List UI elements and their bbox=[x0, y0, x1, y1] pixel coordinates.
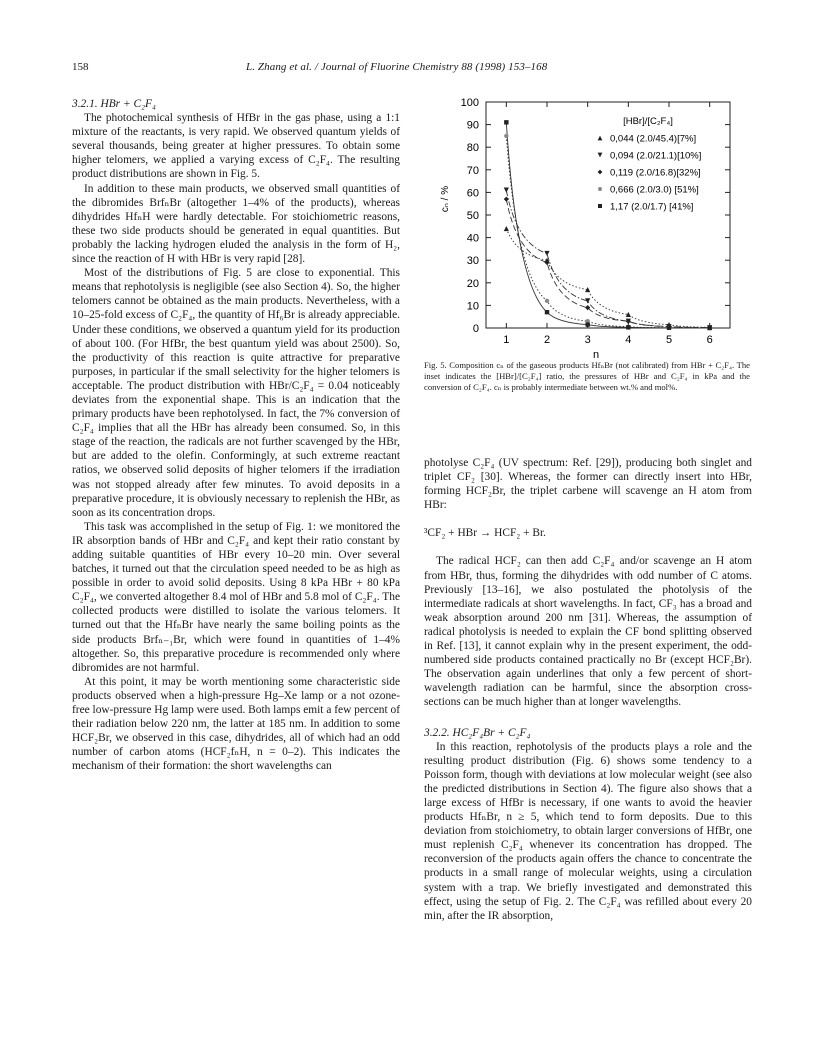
legend-marker bbox=[598, 170, 603, 175]
y-tick-label: 20 bbox=[466, 277, 479, 290]
data-point-series-1 bbox=[504, 226, 509, 231]
paragraph: In this reaction, rephotolysis of the products plays a role and the resulting product distribution (Fig. 6) shows some tendency to a Poisson form, though with deviations at low molecular weight (see also the predicted distributions in Section 4). The figure also shows that a large excess of HfBr is necessary, if one wants to avoid the heavier products HfₙBr, n ≥ 5, which tend to form deposits. Due to this deviation from stoichiometry, to obtain larger conversions of HfBr, one must replenish C₂F₄ whenever its concentration has dropped. The reconversion of the products again offers the chance to concentrate the products in a small range of molecular weights, using a circulation system with a trap. We briefly investigated and demonstrated this effect, using the setup of Fig. 2. The C₂F₄ was refilled about every 20 min, after the IR absorption, bbox=[424, 740, 752, 922]
y-tick-label: 40 bbox=[466, 232, 479, 245]
x-tick-label: 4 bbox=[625, 334, 632, 346]
paragraph: The photochemical synthesis of HfBr in the gas phase, using a 1:1 mixture of the reactants, is very rapid. We observed quantum yields of several thousands, being greater at higher pressures. To obtain some higher telomers, we applied a varying excess of C₂F₄. The resulting product distributions are shown in Fig. 5. bbox=[72, 112, 400, 181]
data-point-series-3 bbox=[504, 197, 509, 202]
data-point-series-5 bbox=[667, 326, 671, 330]
section-heading: 3.2.2. HC₂F₄Br + C₂F₄ bbox=[424, 726, 531, 739]
y-tick-label: 60 bbox=[466, 187, 479, 200]
data-point-series-5 bbox=[585, 322, 589, 326]
data-point-series-4 bbox=[545, 299, 549, 303]
legend-marker bbox=[598, 187, 602, 191]
legend-entry: 0,044 (2.0/45.4)[7%] bbox=[610, 133, 697, 145]
paragraph: Most of the distributions of Fig. 5 are close to exponential. This means that rephotolysis is negligible (see also Section 4). So, the higher telomers cannot be obtained as the main products. Nevertheless, with a 10–25-fold excess of C₂F₄, the quantity of Hf₆Br is already appreciable. Under these conditions, we observed a quantum yield for its production of about 100. (For HfBr, the best quantum yield was about 2500). So, the productivity of this reaction is quite attractive for preparative purposes, in particular if the small selectivity for the higher telomers is acceptable. The product distribution with HBr/C₂F₄ = 0.04 noticeably deviates from the exponential shape. This is an indication that the primary products have been rephotolysed. In fact, the 7% conversion of C₂F₄ implies that all the HBr has already been consumed. So, in this stage of the reaction, the radicals are not further scavenged by the HBr, but are added to the olefin. Conformingly, at such extreme reactant ratios, we observed solid deposits of higher telomers if the irradiation was not stopped already after few minutes. To avoid deposits in a preparative procedure, it is obviously necessary to replenish the HBr, as soon as its concentration drops. bbox=[72, 267, 400, 519]
paragraph: At this point, it may be worth mentioning some characteristic side products observed when a high-pressure Hg–Xe lamp or a not ozone-free low-pressure Hg lamp were used. Both lamps emit a few percent of their radiation below 220 nm, the latter at 185 nm. In addition to some HCF₂Br, we observed in this case, dihydrides, all of which had an odd number of carbon atoms (HCF₂fₙH, n = 0–2). This indicates the mechanism of their formation: the short wavelengths can bbox=[72, 675, 400, 773]
page-number: 158 bbox=[72, 61, 89, 73]
y-tick-label: 10 bbox=[466, 300, 479, 313]
figure-5 bbox=[424, 94, 754, 361]
paragraph: This task was accomplished in the setup of Fig. 1: we monitored the IR absorption bands of HBr and C₂F₄ and kept their ratio constant by adding suitable quantities of HBr every 10–20 min. Over several batches, it turned out that the circulation speed needed to be as high as possible in order to avoid solid deposits. Using 8 kPa HBr + 80 kPa C₂F₄, we converted altogether 8.4 mol of HBr and 5.8 mol of C₂F₄. The collected products were distilled to isolate the various telomers. It turned out that the HfₙBr have nearly the same boiling points as the side products Brfₙ₋₁Br, which were found in quantities of 1–4% altogether. So, this preparative procedure is recommended only where dibromides are not harmful. bbox=[72, 520, 400, 674]
x-tick-label: 5 bbox=[665, 334, 673, 346]
data-point-series-5 bbox=[545, 310, 549, 314]
data-point-series-4 bbox=[504, 134, 508, 138]
data-point-series-5 bbox=[626, 325, 630, 329]
legend-marker bbox=[598, 204, 602, 208]
paragraph: The radical HCF₂ can then add C₂F₄ and/or scavenge an H atom from HBr, thus, forming the dihydrides with odd number of C atoms. Previously [13–16], we also postulated the photolysis of the intermediate radicals at short wavelengths. In fact, CF₃ has a broad and weak absorption around 200 nm [31]. Whereas, the assumption of radical photolysis is needed to explain the CF bond splitting observed in Ref. [13], it cannot explain why in the present experiment, the odd-numbered side products contained practically no Br (except HCF₂Br). The observation again underlines that only a few percent of short-wavelength radiation can be harmful, since the absorption cross-sections can be much higher than at longer wavelengths. bbox=[424, 555, 752, 709]
data-point-series-5 bbox=[504, 120, 508, 124]
series-line-3 bbox=[506, 199, 709, 327]
y-tick-label: 90 bbox=[466, 119, 479, 132]
series-line-4 bbox=[506, 133, 709, 328]
section-heading: 3.2.1. HBr + C₂F₄ bbox=[72, 98, 156, 110]
legend-entry: 0,119 (2.0/16.8)[32%] bbox=[610, 167, 701, 179]
x-tick-label: 1 bbox=[503, 334, 510, 346]
y-tick-label: 100 bbox=[460, 97, 479, 109]
series-line-1 bbox=[506, 229, 709, 328]
legend-title: [HBr]/[C₂F₄] bbox=[623, 116, 673, 127]
x-tick-label: 6 bbox=[706, 334, 713, 346]
paragraph: photolyse C₂F₄ (UV spectrum: Ref. [29]), producing both singlet and triplet CF₂ [30]. Whereas, the former can directly insert into HBr, forming HCF₂Br, the triplet carbene will scavenge an H atom from HBr: bbox=[424, 457, 752, 512]
y-tick-label: 0 bbox=[472, 323, 479, 335]
x-axis-label: n bbox=[592, 349, 600, 361]
y-tick-label: 30 bbox=[466, 255, 479, 268]
y-axis-label: cₙ / % bbox=[440, 185, 451, 213]
figure-caption: Fig. 5. Composition cₙ of the gaseous products HfₙBr (not calibrated) from HBr + C₂F₄. The inset indicates the [HBr]/[C₂F₄] ratio, the pressures of HBr and C₂F₄ in kPa and the conversion of C₂F₄. cₙ is probably intermediate between wt.% and mol%. bbox=[424, 360, 750, 392]
data-point-series-2 bbox=[504, 188, 509, 193]
y-tick-label: 70 bbox=[466, 164, 479, 177]
y-tick-label: 50 bbox=[466, 210, 479, 222]
left-column bbox=[72, 97, 400, 774]
legend-marker bbox=[598, 153, 603, 158]
right-column bbox=[424, 456, 752, 923]
legend-entry: 1,17 (2.0/1.7) [41%] bbox=[610, 201, 694, 213]
legend-marker bbox=[598, 136, 603, 141]
chart-svg bbox=[424, 94, 754, 361]
paragraph: In addition to these main products, we observed small quantities of the dibromides BrfₙBr (altogether 1–4% of the products), whereas dihydrides HfₙH were hardly detectable. For stoichiometric reasons, these two side products should be generated in equal quantities. But probably the lacking hydrogen eluded the analysis in the form of H₂, since the reaction of H with HBr is very rapid [28]. bbox=[72, 182, 400, 266]
data-point-series-2 bbox=[544, 251, 549, 256]
running-header: L. Zhang et al. / Journal of Fluorine Chemistry 88 (1998) 153–168 bbox=[246, 61, 548, 73]
legend-entry: 0,666 (2.0/3.0) [51%] bbox=[610, 184, 699, 196]
equation: ³CF₂ + HBr → HCF₂ + Br. bbox=[424, 527, 546, 540]
x-tick-label: 2 bbox=[543, 334, 551, 346]
data-point-series-5 bbox=[707, 326, 711, 330]
y-tick-label: 80 bbox=[466, 142, 479, 155]
legend-entry: 0,094 (2.0/21.1)[10%] bbox=[610, 150, 702, 162]
x-tick-label: 3 bbox=[584, 334, 591, 346]
